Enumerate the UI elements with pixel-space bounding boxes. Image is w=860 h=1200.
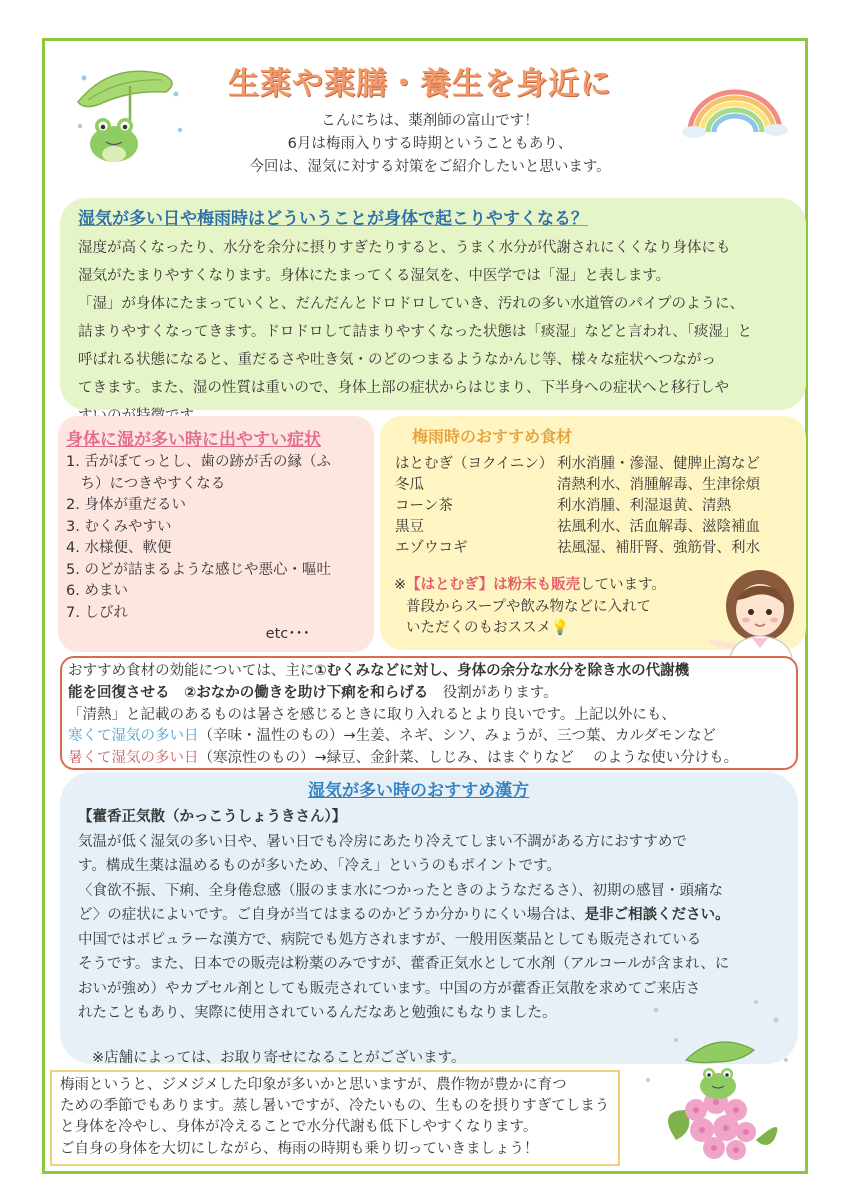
efficacy-text — [68, 661, 790, 770]
intro-line: 6月は梅雨入りする時期ということもあり、 — [287, 136, 573, 152]
paragraph-line: てきます。また、湿の性質は重いので、身体上部の症状からはじまり、下半身への症状へと移行しや — [78, 380, 730, 396]
closing-text — [60, 1075, 616, 1160]
paragraph-line: 湿度が高くなったり、水分を余分に摂りすぎたりすると、うまく水分が代謝されにくくなり身体にも — [78, 240, 731, 256]
paragraph-line: 詰まりやすくなってきます。ドロドロして詰まりやすくなった状態は「痰湿」などと言われ、「痰湿」と — [78, 324, 752, 340]
note-line: いただくのもおススメ💡 — [406, 620, 570, 636]
kampo-heading: 湿気が多い時のおすすめ漢方 — [308, 781, 530, 801]
note-text: しています。 — [580, 577, 666, 593]
list-item: 4. 水様便、軟便 — [66, 540, 172, 556]
food-effect: 利水消腫、利湿退黄、清熱 — [557, 498, 731, 514]
list-item: 6. めまい — [66, 583, 128, 599]
list-item: 1. 舌がぼてっとし、歯の跡が舌の縁（ふ — [66, 454, 331, 470]
paragraph-line: 呼ばれる状態になると、重だるさや吐き気・のどのつまるようなかんじ等、様々な症状へつながっ — [78, 352, 716, 368]
hatomugi-highlight: 【はとむぎ】は粉末も販売 — [406, 577, 581, 593]
food-name: 黒豆 — [395, 519, 424, 535]
list-item: 3. むくみやすい — [66, 518, 172, 535]
foods-list — [395, 452, 795, 562]
list-item: 2. 身体が重だるい — [66, 497, 186, 513]
pharmacist-woman-icon — [700, 566, 802, 658]
food-name: 冬瓜 — [395, 477, 424, 493]
hatomugi-note — [394, 575, 704, 640]
frog-with-leaf-umbrella-icon — [70, 60, 190, 170]
foods-heading: 梅雨時のおすすめ食材 — [412, 427, 573, 446]
intro-line: 今回は、湿気に対する対策をご紹介したいと思います。 — [249, 159, 611, 175]
list-item: 5. のどが詰まるような感じや悪心・嘔吐 — [66, 561, 331, 578]
efficacy-emphasis: 能を回復させる ②おなかの働きを助け下痢を和らげる — [68, 684, 429, 701]
rainbow-icon — [680, 80, 790, 140]
paragraph-line: ど〉の症状によいです。ご自身が当てはまるのかどうか分かりにくい場合は、 — [78, 907, 585, 923]
efficacy-text-line: おすすめ食材の効能については、主に — [68, 663, 315, 679]
food-name: はとむぎ（ヨクイニン） — [395, 456, 554, 472]
symptoms-heading: 身体に湿が多い時に出やすい症状 — [66, 430, 321, 450]
paragraph-line: おいが強め）やカプセル剤としても販売されています。中国の方が藿香正気散を求めてご来店さ — [78, 980, 701, 997]
page-title: 生薬や薬膳・養生を身近に — [228, 66, 612, 102]
efficacy-text-line: （寒涼性のもの）→緑豆、金針菜、しじみ、はまぐりなど のような使い分けも。 — [198, 750, 739, 767]
paragraph-line: 気温が低く湿気の多い日や、暑い日でも冷房にあたり冷えてしまい不調がある方におすすめで — [78, 833, 687, 850]
frog-on-hydrangea-icon — [636, 990, 796, 1170]
efficacy-text-line: （辛味・温性のもの）→生姜、ネギ、シソ、みょうが、三つ葉、カルダモンなど — [198, 728, 716, 745]
intro-line: こんにちは、薬剤師の富山です！ — [321, 113, 539, 129]
humidity-explanation-heading: 湿気が多い日や梅雨時はどういうことが身体で起こりやすくなる？ — [78, 209, 588, 229]
paragraph-line: 湿気がたまりやすくなります。身体にたまってくる湿気を、中医学では「湿」と表します。 — [78, 268, 671, 284]
paragraph-line: 梅雨というと、ジメジメした印象が多いかと思いますが、農作物が豊かに育つ — [60, 1077, 567, 1093]
kampo-name: 【藿香正気散（かっこうしょうきさん）】 — [78, 809, 347, 825]
food-name: エゾウコギ — [395, 540, 468, 556]
paragraph-line: 〈食欲不振、下痢、全身倦怠感（服のまま水につかったときのようなだるさ）、初期の感冒・頭痛な — [78, 882, 723, 899]
intro-text — [180, 110, 680, 179]
food-effect: 清熱利水、消腫解毒、生津徐煩 — [557, 477, 760, 493]
efficacy-text-line: 役割があります。 — [428, 684, 558, 701]
note-line: 普段からスープや飲み物などに入れて — [406, 598, 652, 615]
humidity-explanation-text — [78, 234, 798, 430]
efficacy-text-line: 「清熱」と記載のあるものは暑さを感じるときに取り入れるとより良いです。上記以外にも、 — [68, 706, 676, 723]
paragraph-line: そうです。また、日本での販売は粉薬のみですが、藿香正気水として水剤（アルコールが含まれ、に — [78, 956, 730, 972]
paragraph-line: 中国ではポピュラーな漢方で、病院でも処方されますが、一般用医薬品としても販売されている — [78, 931, 702, 948]
food-name: コーン茶 — [395, 498, 453, 514]
efficacy-emphasis: ①むくみなどに対し、身体の余分な水分を除き水の代謝機 — [314, 663, 690, 679]
consultation-emphasis: 是非ご相談ください。 — [584, 907, 730, 923]
paragraph-line: れたこともあり、実際に使用されているんだなあと勉強にもなりました。 — [78, 1005, 557, 1021]
note-mark: ※ — [394, 577, 407, 593]
cold-humid-label: 寒くて湿気の多い日 — [68, 728, 199, 745]
paragraph-line: 「湿」が身体にたまっていくと、だんだんとドロドロしていき、汚れの多い水道管のパイプのように、 — [78, 296, 744, 312]
paragraph-line: と身体を冷やし、身体が冷えることで水分代謝も低下しやすくなります。 — [60, 1119, 538, 1136]
paragraph-line: ご自身の身体を大切にしながら、梅雨の時期も乗り切っていきましょう！ — [60, 1140, 539, 1157]
food-effect: 祛風湿、補肝腎、強筋骨、利水 — [557, 540, 760, 556]
food-effect: 利水消腫・滲湿、健脾止瀉など — [557, 456, 760, 472]
shop-order-note: ※店舗によっては、お取り寄せになることがございます。 — [92, 1050, 466, 1066]
paragraph-line: す。構成生薬は温めるものが多いため、「冷え」というのもポイントです。 — [78, 858, 561, 874]
symptoms-list — [66, 452, 366, 646]
hot-humid-label: 暑くて湿気の多い日 — [68, 750, 199, 767]
list-item: ち）につきやすくなる — [66, 475, 226, 492]
symptoms-etc: etc･･･ — [265, 626, 310, 642]
paragraph-line: ための季節でもあります。蒸し暑いですが、冷たいもの、生ものを摂りすぎてしまう — [60, 1098, 610, 1115]
list-item: 7. しびれ — [66, 604, 128, 621]
food-effect: 祛風利水、活血解毒、滋陰補血 — [557, 519, 760, 535]
